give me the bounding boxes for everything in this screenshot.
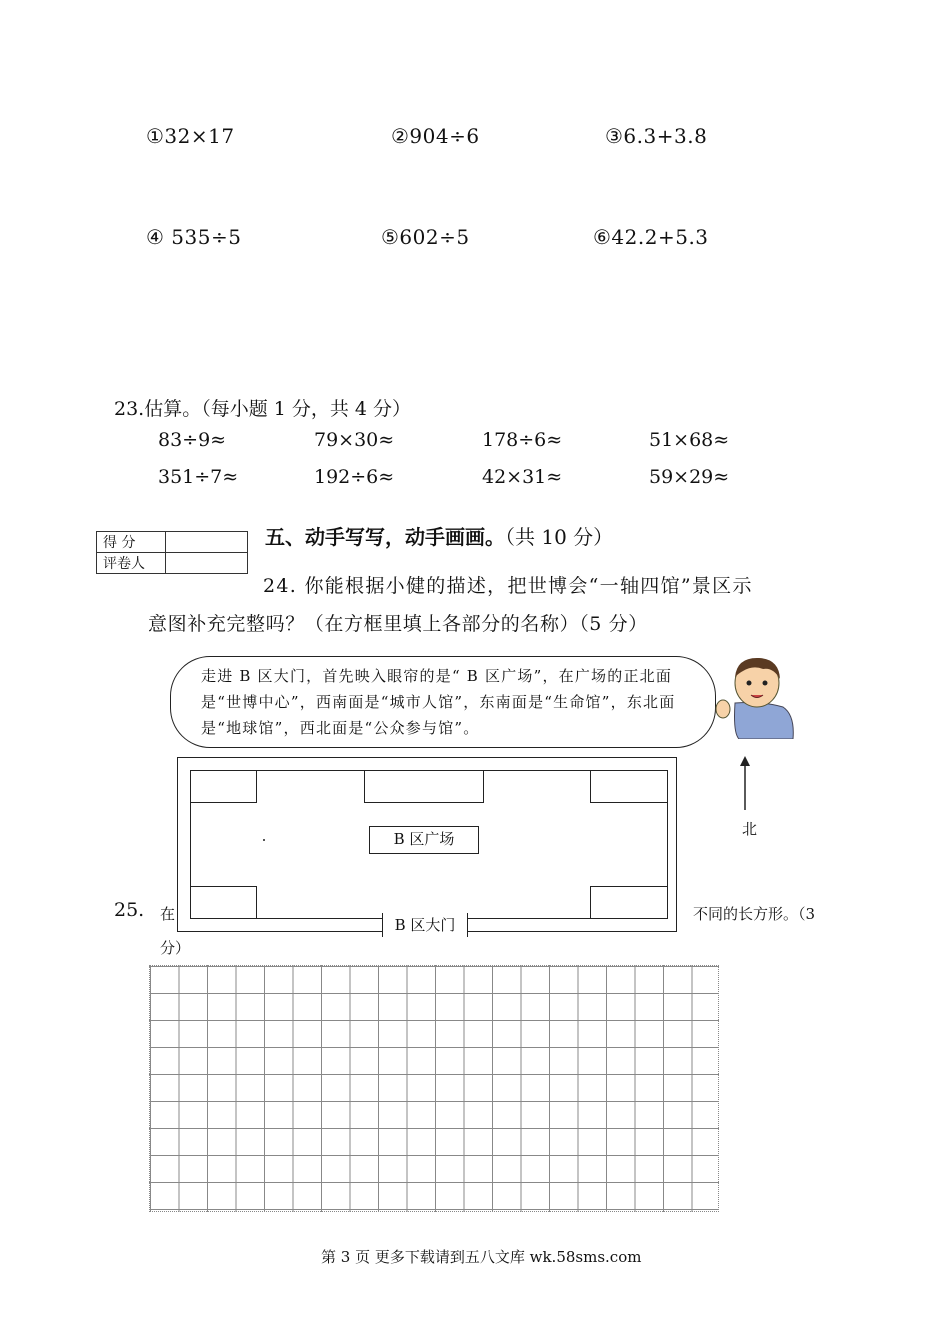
- speech-text-clip: [201, 663, 687, 745]
- grader-label: 评卷人: [97, 553, 166, 574]
- estimate-item: 192÷6≈: [314, 466, 395, 488]
- estimate-item: 79×30≈: [314, 429, 395, 451]
- estimate-item: 351÷7≈: [158, 466, 239, 488]
- estimate-item: 51×68≈: [649, 429, 730, 451]
- plaza-box: B 区广场: [369, 826, 479, 854]
- southwest-box[interactable]: [190, 886, 257, 919]
- map-dot: [263, 839, 265, 841]
- calc-2: ②904÷6: [391, 124, 480, 148]
- drawing-grid[interactable]: [149, 965, 719, 1212]
- q24-line2: 意图补充完整吗？（在方框里填上各部分的名称）（5 分）: [148, 613, 648, 635]
- estimate-item: 42×31≈: [482, 466, 563, 488]
- estimate-item: 59×29≈: [649, 466, 730, 488]
- estimate-item: 178÷6≈: [482, 429, 563, 451]
- northwest-box[interactable]: [190, 770, 257, 803]
- score-table: [96, 531, 248, 574]
- north-label: 北: [742, 820, 758, 838]
- calc-1: ①32×17: [146, 124, 235, 148]
- calc-4: ④ 535÷5: [146, 225, 242, 249]
- calc-5: ⑤602÷5: [381, 225, 470, 249]
- calc-3: ③6.3+3.8: [605, 124, 708, 148]
- section-points: （共 10 分）: [505, 525, 614, 549]
- north-box[interactable]: [364, 770, 484, 803]
- q25-text-line2: 分）: [160, 939, 191, 957]
- q23-title: 23.估算。（每小题 1 分，共 4 分）: [114, 398, 412, 420]
- northeast-box[interactable]: [590, 770, 668, 803]
- q25-number: 25.: [114, 899, 145, 921]
- q24-line1: 24. 你能根据小健的描述，把世博会“一轴四馆”景区示: [263, 575, 753, 597]
- north-arrow-icon: [737, 756, 753, 810]
- score-cell[interactable]: [166, 532, 248, 553]
- score-label: 得 分: [97, 532, 166, 553]
- boy-illustration: [713, 653, 797, 739]
- q25-text-left: 在: [160, 905, 176, 923]
- q25-text-right: 不同的长方形。（3: [693, 905, 816, 923]
- gate-label: B 区大门: [382, 913, 468, 937]
- grader-cell[interactable]: [166, 553, 248, 574]
- southeast-box[interactable]: [590, 886, 668, 919]
- calc-6: ⑥42.2+5.3: [593, 225, 709, 249]
- page-footer: 第 3 页 更多下载请到五八文库 wk.58sms.com: [321, 1248, 642, 1266]
- speech-text: 走进 B 区大门，首先映入眼帘的是“ B 区广场”，在广场的正北面是“世博中心”，西南面是“城市人馆”，东南面是“生命馆”，东北面是“地球馆”，西北面是“公众参与馆”。: [201, 667, 676, 737]
- section-title-text: 五、动手写写，动手画画。: [265, 525, 505, 549]
- section-title: [265, 521, 613, 550]
- estimate-item: 83÷9≈: [158, 429, 227, 451]
